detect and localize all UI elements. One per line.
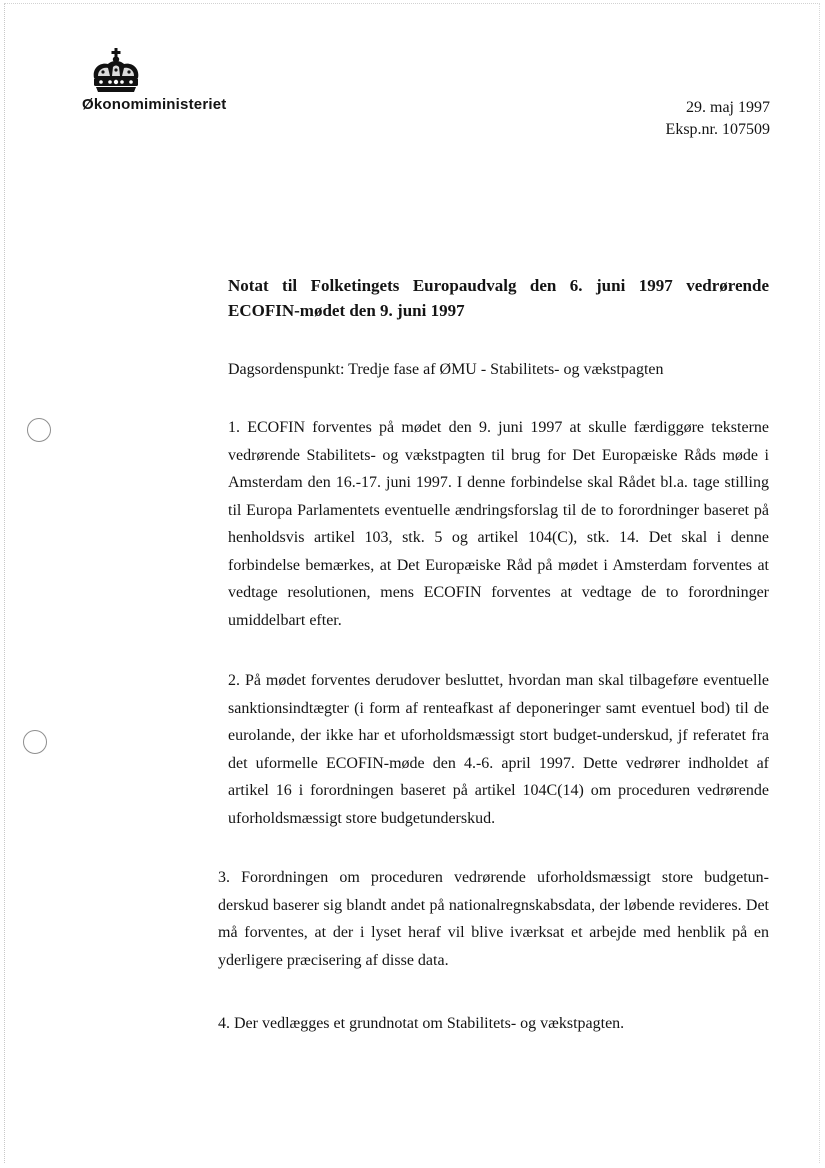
paragraph-4: 4. Der vedlægges et grundnotat om Stabilitets- og vækstpagten. xyxy=(218,1015,625,1032)
agenda-item: Dagsordenspunkt: Tredje fase af ØMU - Stabilitets- og vækstpagten xyxy=(228,361,664,378)
paragraph-2: 2. På mødet forventes derudover besluttet, hvordan man skal tilbageføre eventuelle sanktionsindtægter (i form af renteafkast af deponeringer samt eventuel bod) til de eurolande, der ikke har et uforholdsmæssigt stort budget-underskud, jf referatet fra det uformelle ECOFIN-møde den 4.-6. april 1997. Dette vedrører indholdet af artikel 16 i forordningen baseret på artikel 104C(14) om proceduren vedrørende uforholdsmæssigt store budgetunderskud. xyxy=(228,672,769,827)
document-meta xyxy=(666,97,770,141)
paragraph-1: 1. ECOFIN forventes på mødet den 9. juni 1997 at skulle færdiggøre teksterne vedrørende Stabilitets- og vækstpagten til brug for Det Europæiske Råds møde i Amsterdam den 16.-17. juni 1997. I denne forbindelse skal Rådet bl.a. tage stilling til Europa Parlamentets eventuelle ændringsforslag til de to forordninger baseret på henholdsvis artikel 103, stk. 5 og artikel 104(C), stk. 14. Det skal i denne forbindelse bemærkes, at Det Europæiske Råd på mødet i Amsterdam forventes at vedtage resolutionen, mens ECOFIN forventes at vedtage de to forordninger umiddelbart efter. xyxy=(228,419,769,629)
reference-number: Eksp.nr. 107509 xyxy=(665,121,770,138)
document-date: 29. maj 1997 xyxy=(686,99,770,116)
punch-hole-icon xyxy=(27,418,51,442)
ministry-name: Økonomiministeriet xyxy=(82,96,227,113)
paragraph-3: 3. Forordningen om proceduren vedrørende uforholdsmæssigt store budgetun-derskud baserer sig blandt andet på nationalregnskabsdata, der løbende revideres. Det må forventes, at der i lyset heraf vil blive iværksat et arbejde med henblik på en yderligere præcisering af disse data. xyxy=(218,869,769,969)
document-title: Notat til Folketingets Europaudvalg den 6. juni 1997 vedrørende ECOFIN-mødet den 9. juni 1997 xyxy=(228,276,769,320)
crown-logo-icon xyxy=(88,48,144,96)
punch-hole-icon xyxy=(23,730,47,754)
